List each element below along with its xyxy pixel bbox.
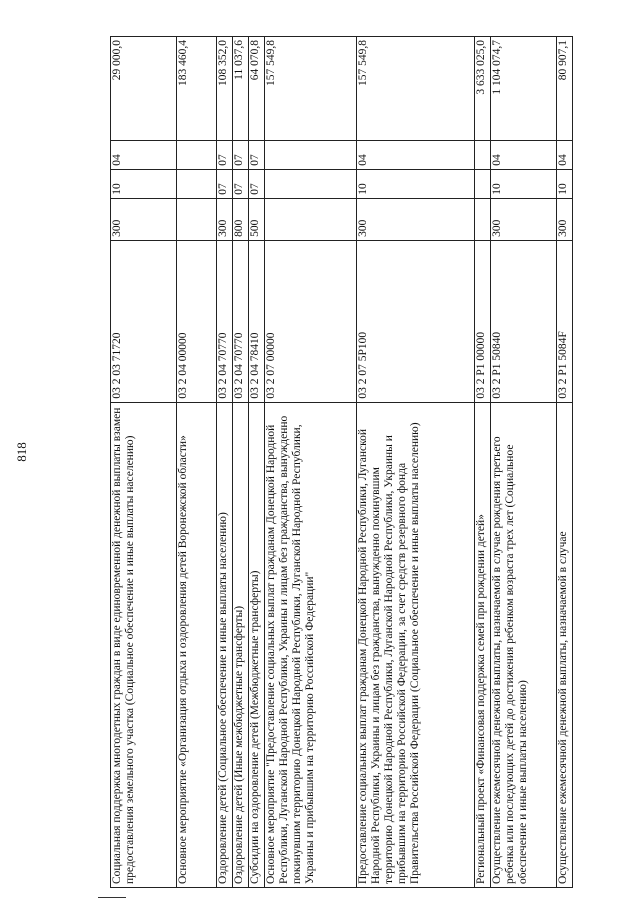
table-row (265, 37, 357, 888)
row-sum: 1 104 074,7 (491, 37, 557, 141)
row-name: Оздоровление детей (Иные межбюджетные трансферты) (233, 402, 249, 887)
row-pr: 04 (557, 140, 573, 169)
row-rz (475, 169, 491, 198)
row-csr: 03 2 07 5Р100 (357, 240, 475, 402)
row-name: Оздоровление детей (Социальное обеспечение и иные выплаты населению) (217, 402, 233, 887)
row-pr: 07 (249, 140, 265, 169)
row-vr: 300 (491, 198, 557, 240)
row-pr: 04 (111, 140, 177, 169)
row-rz (177, 169, 217, 198)
row-vr (177, 198, 217, 240)
table-row (557, 37, 573, 888)
row-pr (265, 140, 357, 169)
rotated-table (110, 36, 604, 888)
row-csr: 03 2 04 78410 (249, 240, 265, 402)
table-row (217, 37, 233, 888)
row-rz (265, 169, 357, 198)
table-row (249, 37, 265, 888)
row-name: Основное мероприятие «Организация отдыха и оздоровления детей Воронежской области» (177, 402, 217, 887)
row-name: Региональный проект «Финансовая поддержка семей при рождении детей» (475, 402, 491, 887)
table-row (491, 37, 557, 888)
row-pr: 04 (491, 140, 557, 169)
row-vr (265, 198, 357, 240)
row-sum: 157 549,8 (357, 37, 475, 141)
row-pr: 07 (233, 140, 249, 169)
row-rz: 10 (357, 169, 475, 198)
row-name: Социальная поддержка многодетных граждан в виде единовременной денежной выплаты взамен предоставления земельного участка (Социальное обеспечение и иные выплаты населению) (111, 402, 177, 887)
row-sum: 80 907,1 (557, 37, 573, 141)
row-vr: 300 (217, 198, 233, 240)
row-csr: 03 2 03 71720 (111, 240, 177, 402)
budget-table (110, 36, 573, 888)
row-sum: 183 460,4 (177, 37, 217, 141)
row-name: Субсидии на оздоровление детей (Межбюджетные трансферты) (249, 402, 265, 887)
row-vr: 300 (111, 198, 177, 240)
row-sum: 64 070,8 (249, 37, 265, 141)
row-vr (475, 198, 491, 240)
row-rz: 10 (111, 169, 177, 198)
row-sum: 11 037,6 (233, 37, 249, 141)
row-vr: 500 (249, 198, 265, 240)
table-row (475, 37, 491, 888)
row-csr: 03 2 04 00000 (177, 240, 217, 402)
row-csr: 03 2 07 00000 (265, 240, 357, 402)
row-vr: 800 (233, 198, 249, 240)
row-csr: 03 2 04 70770 (233, 240, 249, 402)
row-vr: 300 (557, 198, 573, 240)
row-rz: 07 (217, 169, 233, 198)
row-csr: 03 2 04 70770 (217, 240, 233, 402)
row-rz: 07 (233, 169, 249, 198)
row-pr (475, 140, 491, 169)
row-rz: 10 (557, 169, 573, 198)
row-sum: 157 549,8 (265, 37, 357, 141)
footer-rule (98, 897, 126, 898)
table-row (233, 37, 249, 888)
row-name: Предоставление социальных выплат гражданам Донецкой Народной Республики, Луганской Народной Республики, Украины и лицам без гражданства, вынужденно покинувшим территорию Донецкой Народной Республики, Луганской Народной Республики, Украины и прибывшим на территорию Российской Федерации, за счет средств резервного фонда Правительства Российской Федерации (Социальное обеспечение и иные выплаты населению) (357, 402, 475, 887)
row-name: Основное мероприятие "Предоставление социальных выплат гражданам Донецкой Народной Республики, Луганской Народной Республики, Украины и лицам без гражданства, вынужденно покинувшим территорию Донецкой Народной Республики, Луганской Народной Республики, Украины и прибывшим на территорию Российской Федерации" (265, 402, 357, 887)
row-pr (177, 140, 217, 169)
row-sum: 3 633 025,0 (475, 37, 491, 141)
row-sum: 29 000,0 (111, 37, 177, 141)
row-pr: 07 (217, 140, 233, 169)
row-csr: 03 2 Р1 50840 (491, 240, 557, 402)
row-csr: 03 2 Р1 00000 (475, 240, 491, 402)
table-row (357, 37, 475, 888)
table-row (177, 37, 217, 888)
row-name: Осуществление ежемесячной денежной выплаты, назначаемой в случае (557, 402, 573, 887)
row-sum: 108 352,0 (217, 37, 233, 141)
row-csr: 03 2 Р1 5084F (557, 240, 573, 402)
row-rz: 10 (491, 169, 557, 198)
page-number: 818 (14, 442, 29, 462)
row-pr: 04 (357, 140, 475, 169)
table-row (111, 37, 177, 888)
row-name: Осуществление ежемесячной денежной выплаты, назначаемой в случае рождения третьего ребенка или последующих детей до достижения ребенком возраста трех лет (Социальное обеспечение и иные выплаты населению) (491, 402, 557, 887)
row-rz: 07 (249, 169, 265, 198)
row-vr: 300 (357, 198, 475, 240)
